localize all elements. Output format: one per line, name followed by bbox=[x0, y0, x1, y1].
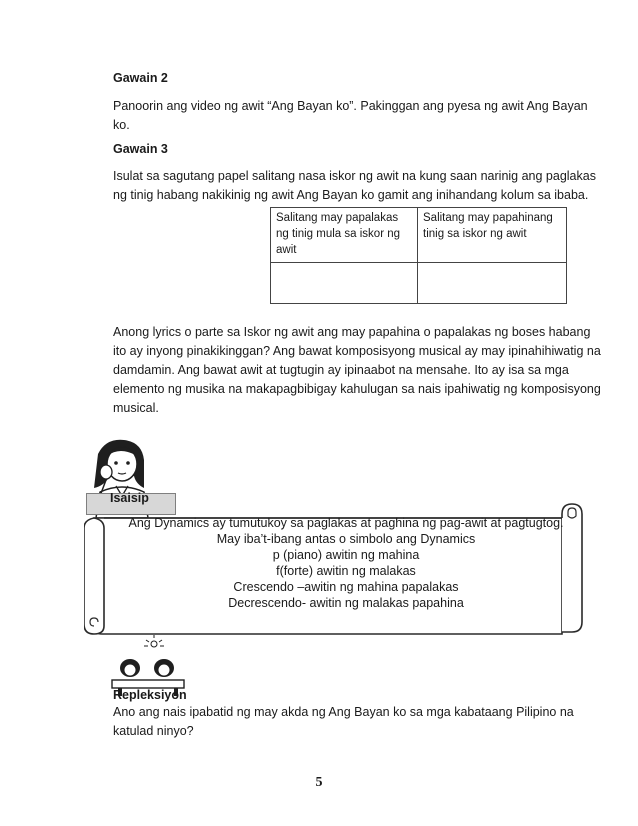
gawain-2-instructions bbox=[113, 97, 588, 135]
gawain-2-heading: Gawain 2 bbox=[113, 71, 168, 85]
table-header-cell bbox=[271, 208, 418, 263]
answer-cell[interactable] bbox=[418, 263, 567, 304]
page-number: 5 bbox=[315, 775, 323, 790]
table-header-row bbox=[271, 208, 567, 263]
text-line: ito ay inyong pinakikinggan? Ang bawat komposisyong musical ay may ipinahihiwatig na bbox=[113, 344, 601, 358]
isaisip-label: Isaisip bbox=[110, 491, 149, 505]
text-line: Ang Dynamics ay tumutukoy sa paglakas at paghina ng pag-awit at pagtugtog. bbox=[128, 516, 564, 530]
repleksiyon-label: Repleksiyon bbox=[113, 688, 187, 702]
text-line: ko. bbox=[113, 118, 130, 132]
cell-line: awit bbox=[276, 244, 297, 256]
text-line: damdamin. Ang bawat awit at tugtugin ay ipinaabot na mensahe. Ito ay isa sa mga bbox=[113, 363, 569, 377]
text-line: Isulat sa sagutang papel salitang nasa iskor ng awit na kung saan narinig ang paglakas bbox=[113, 169, 596, 183]
answer-table bbox=[270, 207, 567, 304]
gawain-3-heading: Gawain 3 bbox=[113, 142, 168, 156]
isaisip-text bbox=[96, 515, 596, 611]
text-line: katulad ninyo? bbox=[113, 724, 194, 738]
text-line: Crescendo –awitin ng mahina papalakas bbox=[233, 580, 459, 594]
children-reflecting-illustration bbox=[108, 634, 188, 696]
repleksiyon-question bbox=[113, 703, 574, 741]
text-line: Panoorin ang video ng awit “Ang Bayan ko”. Pakinggan ang pyesa ng awit Ang Bayan bbox=[113, 99, 588, 113]
text-line: musical. bbox=[113, 401, 159, 415]
cell-line: Salitang may papalakas bbox=[276, 212, 399, 224]
text-line: p (piano) awitin ng mahina bbox=[272, 548, 420, 562]
lyrics-paragraph bbox=[113, 323, 601, 418]
text-line: f(forte) awitin ng malakas bbox=[276, 564, 416, 578]
text-line: Ano ang nais ipabatid ng may akda ng Ang Bayan ko sa mga kabataang Pilipino na bbox=[113, 705, 574, 719]
table-answer-row bbox=[271, 263, 567, 304]
text-line: Anong lyrics o parte sa Iskor ng awit ang may papahina o papalakas ng boses habang bbox=[113, 325, 591, 339]
text-line: Decrescendo- awitin ng malakas papahina bbox=[228, 596, 464, 610]
gawain-3-instructions bbox=[113, 167, 596, 205]
text-line: ng tinig habang nakikinig ng awit Ang Bayan ko gamit ang inihandang kolum sa ibaba. bbox=[113, 188, 589, 202]
text-line: elemento ng musika na makapagbibigay kahulugan sa nais ipahiwatig ng komposisyong bbox=[113, 382, 601, 396]
cell-line: Salitang may papahinang bbox=[423, 212, 553, 224]
cell-line: tinig sa iskor ng awit bbox=[423, 228, 527, 240]
answer-cell[interactable] bbox=[271, 263, 418, 304]
cell-line: ng tinig mula sa iskor ng bbox=[276, 228, 401, 240]
table-header-cell bbox=[418, 208, 567, 263]
text-line: May iba’t-ibang antas o simbolo ang Dynamics bbox=[216, 532, 476, 546]
